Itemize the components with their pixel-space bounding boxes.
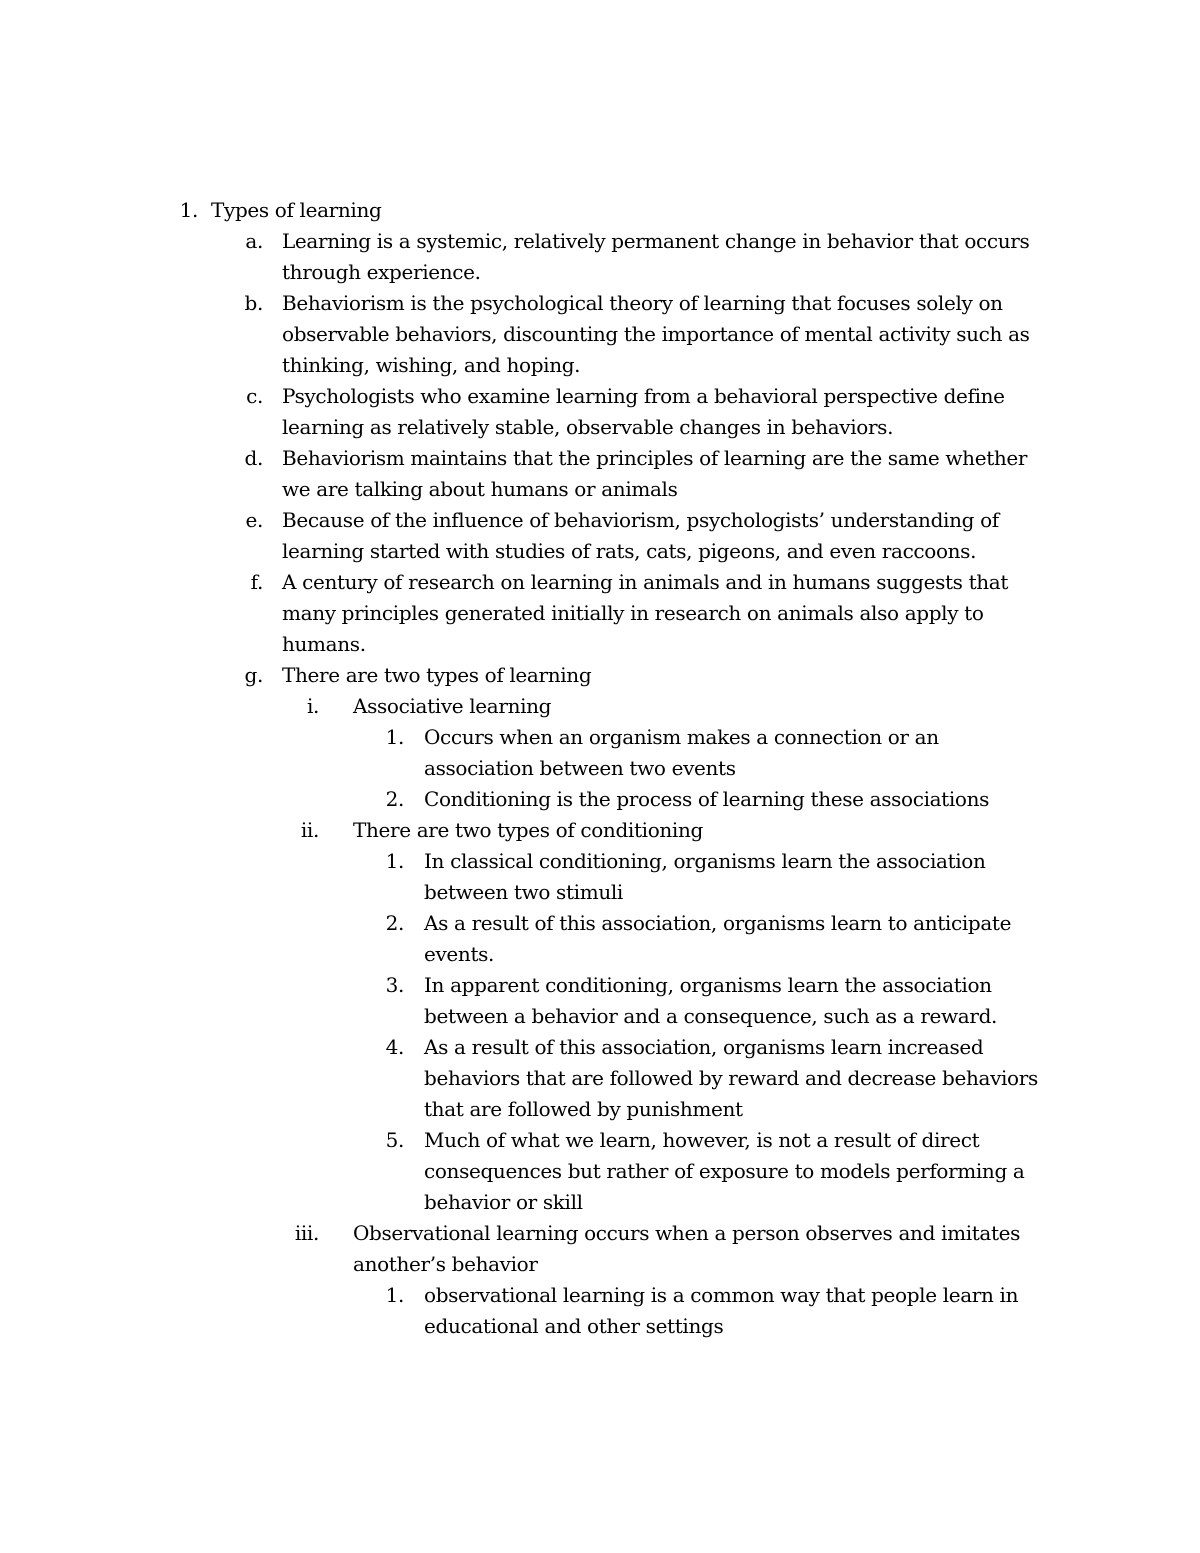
list-marker: c. <box>246 384 263 408</box>
list-marker: ii. <box>300 818 319 842</box>
point-item <box>385 784 1054 815</box>
list-item-text: Conditioning is the process of learning these associations <box>424 787 990 811</box>
list-marker: f. <box>250 570 263 594</box>
list-item-text: Psychologists who examine learning from a behavioral perspective define learning as relatively stable, observable changes in behaviors. <box>282 384 1005 439</box>
point-item <box>385 908 1054 970</box>
list-marker: 1. <box>385 725 404 749</box>
list-item-text: A century of research on learning in animals and in humans suggests that many principles generated initially in research on animals also apply to humans. <box>282 570 1009 656</box>
sub-list-item <box>306 691 1053 722</box>
list-item <box>246 381 1057 443</box>
list-item-text: Learning is a systemic, relatively permanent change in behavior that occurs through experience. <box>282 229 1030 284</box>
list-item-text: Behaviorism maintains that the principles of learning are the same whether we are talking about humans or animals <box>282 446 1028 501</box>
list-item-text: There are two types of conditioning <box>353 818 703 842</box>
list-item-text: There are two types of learning <box>282 663 592 687</box>
list-item-text: Associative learning <box>353 694 552 718</box>
list-item <box>244 660 1057 691</box>
list-marker: b. <box>244 291 263 315</box>
list-marker: iii. <box>294 1221 319 1245</box>
point-item <box>385 1125 1054 1218</box>
list-item-text: Observational learning occurs when a person observes and imitates another’s behavior <box>353 1221 1021 1276</box>
section-heading <box>179 195 1061 226</box>
list-item-text: As a result of this association, organisms learn increased behaviors that are followed by reward and decrease behaviors that are followed by punishment <box>424 1035 1038 1121</box>
list-marker: 5. <box>385 1128 404 1152</box>
list-marker: 3. <box>385 973 404 997</box>
list-marker: i. <box>306 694 319 718</box>
list-item-text: Occurs when an organism makes a connection or an association between two events <box>424 725 939 780</box>
list-item <box>245 226 1057 288</box>
list-item <box>244 443 1057 505</box>
point-item <box>385 722 1054 784</box>
list-item-text: Much of what we learn, however, is not a result of direct consequences but rather of exposure to models performing a behavior or skill <box>424 1128 1025 1214</box>
point-item <box>385 1032 1054 1125</box>
list-item-text: Behaviorism is the psychological theory of learning that focuses solely on observable behaviors, discounting the importance of mental activity such as thinking, wishing, and hoping. <box>282 291 1030 377</box>
list-marker: 2. <box>385 787 404 811</box>
point-item <box>385 846 1054 908</box>
sub-list-item <box>294 1218 1053 1280</box>
list-item-text: In apparent conditioning, organisms learn the association between a behavior and a consequence, such as a reward. <box>424 973 998 1028</box>
list-marker: 1. <box>385 849 404 873</box>
list-marker: 1. <box>385 1283 404 1307</box>
list-marker: d. <box>244 446 263 470</box>
point-item <box>385 970 1054 1032</box>
sub-list-item <box>300 815 1053 846</box>
list-item <box>250 567 1057 660</box>
section-title: Types of learning <box>211 198 382 222</box>
list-marker: 2. <box>385 911 404 935</box>
list-item-text: observational learning is a common way that people learn in educational and other settings <box>424 1283 1019 1338</box>
list-marker: a. <box>245 229 263 253</box>
list-item <box>245 505 1057 567</box>
point-item <box>385 1280 1054 1342</box>
list-item-text: As a result of this association, organisms learn to anticipate events. <box>424 911 1012 966</box>
list-marker: 1. <box>179 198 198 222</box>
list-marker: 4. <box>385 1035 404 1059</box>
list-item <box>244 288 1057 381</box>
list-item-text: In classical conditioning, organisms learn the association between two stimuli <box>424 849 986 904</box>
outline-list <box>0 195 1200 1342</box>
list-marker: e. <box>245 508 263 532</box>
list-marker: g. <box>244 663 263 687</box>
list-item-text: Because of the influence of behaviorism, psychologists’ understanding of learning started with studies of rats, cats, pigeons, and even raccoons. <box>282 508 999 563</box>
